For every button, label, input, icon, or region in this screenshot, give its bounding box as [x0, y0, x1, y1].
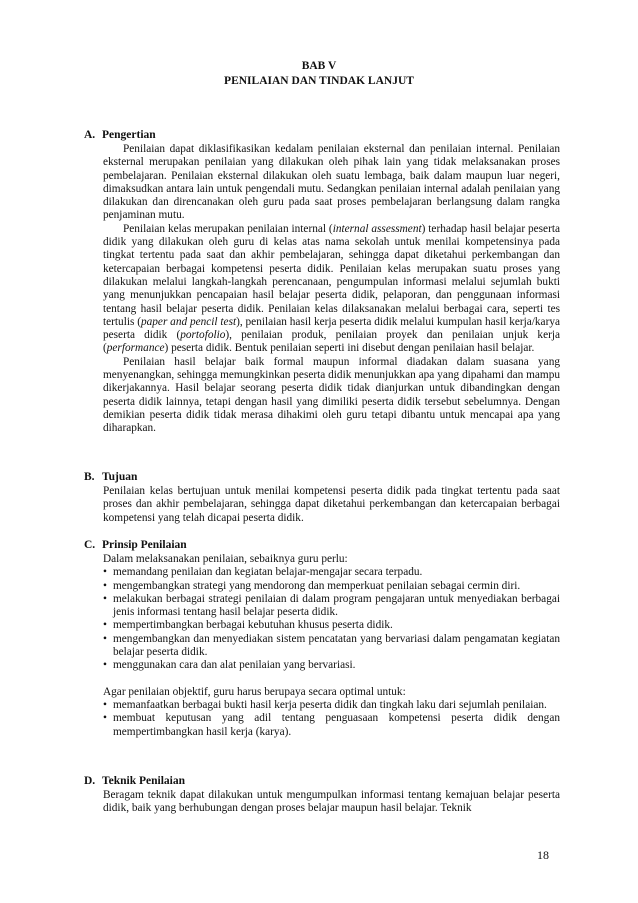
section-b-title: Tujuan [102, 471, 138, 483]
section-c-heading [84, 539, 187, 552]
section-d-body [103, 789, 560, 816]
list-item [103, 659, 560, 672]
list-item-text: memanfaatkan berbagai bukti hasil kerja peserta didik dan tingkah laku dari sejumlah penilaian. [113, 698, 547, 711]
section-d-letter: D. [84, 775, 96, 787]
list-item-text: membuat keputusan yang adil tentang penguasaan kompetensi peserta didik dengan mempertimbangkan hasil kerja (karya). [113, 712, 560, 738]
list-item-text: mempertimbangkan berbagai kebutuhan khusus peserta didik. [113, 619, 393, 632]
section-b-heading [84, 471, 137, 484]
bullet-icon: • [103, 619, 107, 632]
page-number: 18 [537, 848, 549, 862]
section-b-body [103, 485, 560, 525]
list-item [103, 593, 560, 620]
section-a-paragraph-3: Penilaian hasil belajar baik formal maupun informal diadakan dalam suasana yang menyenangkan, sehingga memungkinkan peserta didik menunjukkan apa yang dipahami dan mampu dikerjakannya. Hasil belajar seorang peserta didik tidak dianjurkan untuk dibandingkan dengan peserta didik lainnya, tetapi dengan hasil yang dimiliki peserta didik tersebut sebelumnya. Dengan demikian peserta didik tidak merasa dihakimi oleh guru tetapi dibantu untuk mencapai apa yang diharapkan. [103, 355, 560, 435]
section-a-letter: A. [84, 129, 96, 141]
list-item-text: memandang penilaian dan kegiatan belajar-mengajar secara terpadu. [113, 566, 423, 579]
list-item-text: melakukan berbagai strategi penilaian di dalam program pengajaran untuk menyediakan berbagai jenis informasi tentang hasil belajar peserta didik. [113, 592, 560, 619]
text-span: ), penilaian produk, penilaian proyek dan penilaian unjuk kerja ( [103, 329, 560, 355]
list-item [103, 619, 560, 632]
bullet-icon: • [103, 579, 107, 592]
section-c-intro: Dalam melaksanakan penilaian, sebaiknya guru perlu: [103, 553, 348, 565]
section-c-letter: C. [84, 539, 96, 551]
list-item-text: mengembangkan dan menyediakan sistem pencatatan yang bervariasi dalam pengamatan kegiatan belajar peserta didik. [113, 632, 560, 659]
italic-term: paper and pencil test [140, 315, 237, 328]
bullet-icon: • [103, 698, 107, 711]
bullet-icon: • [103, 592, 107, 605]
text-span: Penilaian kelas merupakan penilaian internal ( [123, 222, 333, 235]
list-item-text: mengembangkan strategi yang mendorong dan memperkuat penilaian sebagai cermin diri. [113, 579, 521, 592]
section-b-paragraph: Penilaian kelas bertujuan untuk menilai kompetensi peserta didik pada tingkat tertentu pada saat proses dan akhir pembelajaran, sehingga dapat diketahui perkembangan dan ketercapaian berbagai kompetensi yang telah dicapai peserta didik. [103, 485, 560, 524]
section-a-paragraph-2 [103, 223, 560, 356]
italic-term: internal assessment [332, 222, 422, 235]
text-span: ) terhadap hasil belajar peserta didik yang dilakukan oleh guru di kelas atas nama sekolah untuk menilai kompetensinya pada tingkat tertentu pada saat dan akhir pembelajaran, sehingga dapat diketahui perkembangan dan ketercapaian berbagai kompetensi peserta didik. Penilaian kelas merupakan suatu proses yang dilakukan melalui langkah-langkah perencanaan, pengumpulan informasi melalui sejumlah bukti yang menunjukkan pencapaian hasil belajar peserta didik, pelaporan, dan penggunaan informasi tentang hasil belajar peserta didik. Penilaian kelas dilaksanakan melalui berbagai cara, seperti tes tertulis ( [103, 222, 560, 328]
list-item [103, 566, 560, 579]
section-a-paragraph-1: Penilaian dapat diklasifikasikan kedalam penilaian eksternal dan penilaian internal. Penilaian eksternal merupakan penilaian yang dilakukan oleh pihak lain yang tidak melaksanakan proses pembelajaran. Penilaian eksternal dilakukan oleh suatu lembaga, baik dalam maupun luar negeri, dimaksudkan antara lain untuk pengendali mutu. Sedangkan penilaian internal adalah penilaian yang dilakukan dan direncanakan oleh guru pada saat proses pembelajaran berlangsung dalam rangka penjaminan mutu. [103, 143, 560, 222]
section-c-intro-2: Agar penilaian objektif, guru harus berupaya secara optimal untuk: [103, 685, 406, 698]
italic-term: performance [106, 342, 165, 355]
bullet-icon: • [103, 659, 107, 672]
section-d-heading [84, 775, 185, 788]
section-c-body [103, 553, 560, 739]
section-b-letter: B. [84, 471, 95, 483]
list-item [103, 633, 560, 660]
bullet-icon: • [103, 712, 107, 725]
objectivity-list [103, 699, 560, 739]
list-item [103, 712, 560, 739]
bullet-icon: • [103, 632, 107, 645]
list-item [103, 699, 560, 712]
text-span: ), penilaian hasil kerja peserta didik melalui kumpulan hasil kerja/karya peserta didik ( [103, 315, 560, 342]
list-item-text: menggunakan cara dan alat penilaian yang bervariasi. [113, 659, 356, 672]
italic-term: portofolio [180, 329, 226, 342]
text-span: ) peserta didik. Bentuk penilaian seperti ini disebut dengan penilaian hasil belajar. [164, 342, 535, 355]
section-a-body [103, 143, 560, 436]
bullet-icon: • [103, 566, 107, 579]
section-a-heading [84, 129, 156, 142]
section-d-title: Teknik Penilaian [102, 775, 185, 787]
section-a-title: Pengertian [102, 129, 156, 141]
principles-list [103, 566, 560, 672]
section-d-paragraph: Beragam teknik dapat dilakukan untuk mengumpulkan informasi tentang kemajuan belajar peserta didik, baik yang berhubungan dengan proses belajar maupun hasil belajar. Teknik [103, 789, 560, 815]
list-item [103, 580, 560, 593]
chapter-number: BAB V [301, 60, 337, 72]
section-c-title: Prinsip Penilaian [102, 539, 187, 551]
spacer [103, 673, 560, 686]
chapter-title: PENILAIAN DAN TINDAK LANJUT [224, 75, 414, 87]
